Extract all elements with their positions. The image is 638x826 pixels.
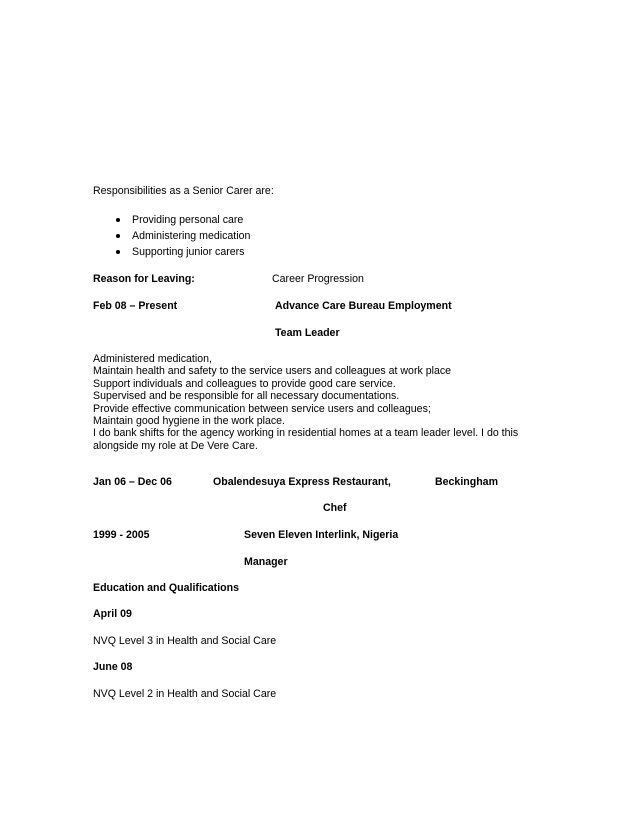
list-item: Administering medication	[132, 230, 251, 242]
education-heading: Education and Qualifications	[93, 582, 239, 594]
job2-dates: Jan 06 – Dec 06	[93, 476, 172, 488]
duty-line: Maintain good hygiene in the work place.	[93, 415, 285, 428]
list-item: Providing personal care	[132, 214, 244, 226]
duty-line: Support individuals and colleagues to provide good care service.	[93, 377, 396, 390]
education-qualification: NVQ Level 3 in Health and Social Care	[93, 635, 277, 647]
duties-paragraph	[93, 353, 523, 452]
education-qualification: NVQ Level 2 in Health and Social Care	[93, 688, 277, 700]
bullet-icon	[116, 250, 120, 254]
responsibilities-intro: Responsibilities as a Senior Carer are:	[93, 185, 274, 197]
duty-line: I do bank shifts for the agency working in residential homes at a team leader level. I do this	[93, 427, 519, 440]
bullet-icon	[116, 218, 120, 222]
duty-line: Supervised and be responsible for all necessary documentations.	[93, 390, 400, 403]
reason-label: Reason for Leaving:	[93, 273, 195, 285]
job2-employer: Obalendesuya Express Restaurant,	[213, 476, 391, 488]
duty-line: alongside my role at De Vere Care.	[93, 439, 258, 452]
list-item: Supporting junior carers	[132, 246, 245, 258]
job2-location: Beckingham	[435, 476, 498, 488]
job1-employer: Advance Care Bureau Employment	[275, 300, 452, 312]
job1-dates: Feb 08 – Present	[93, 300, 178, 312]
duty-line: Administered medication,	[93, 353, 212, 365]
job3-employer: Seven Eleven Interlink, Nigeria	[244, 529, 399, 541]
job2-title: Chef	[323, 502, 347, 514]
reason-value: Career Progression	[272, 273, 364, 285]
job3-title: Manager	[244, 556, 288, 568]
bullet-icon	[116, 234, 120, 238]
job1-title: Team Leader	[275, 327, 340, 339]
duty-line: Provide effective communication between service users and colleagues;	[93, 402, 431, 415]
job3-dates: 1999 - 2005	[93, 529, 150, 541]
duty-line: Maintain health and safety to the service users and colleagues at work place	[93, 365, 452, 378]
education-date: June 08	[93, 661, 133, 673]
education-date: April 09	[93, 608, 132, 620]
